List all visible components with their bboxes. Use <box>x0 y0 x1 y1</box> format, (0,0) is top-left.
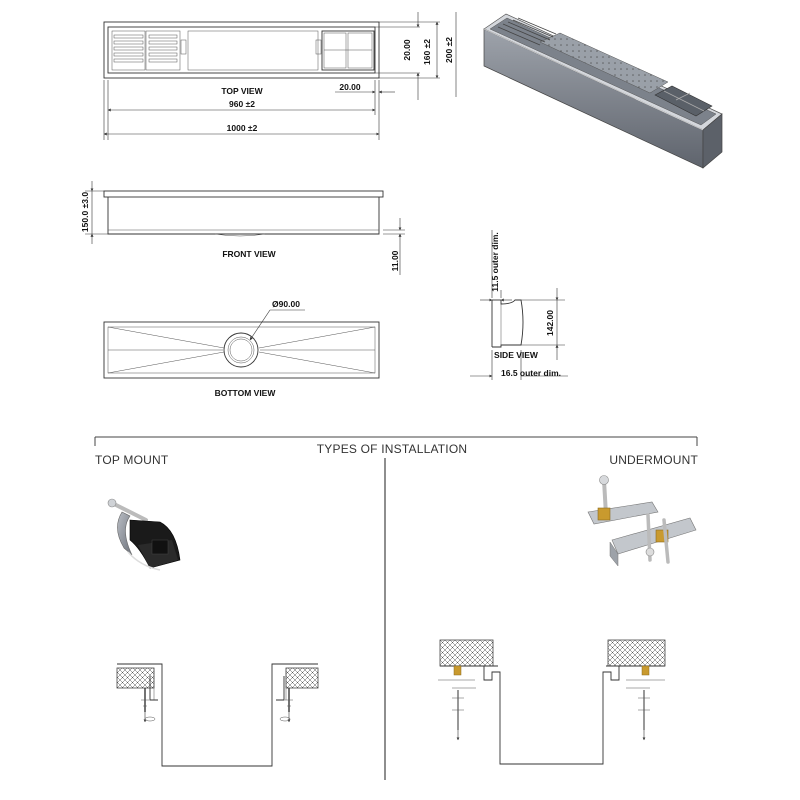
top-mount-section-diagram <box>117 664 318 766</box>
front-view-drawing <box>104 191 383 236</box>
dim-150: 150.0 ±3.0 <box>80 191 90 233</box>
dim-200: 200 ±2 <box>444 37 454 63</box>
dim-20-vertical: 20.00 <box>402 39 412 61</box>
dim-16-5-outer: 16.5 outer dim. <box>501 368 561 378</box>
3d-render-image <box>484 14 722 168</box>
front-view-label: FRONT VIEW <box>222 249 276 259</box>
installation-bracket <box>95 437 697 780</box>
top-view-label: TOP VIEW <box>221 86 263 96</box>
front-view-dimensions <box>85 181 405 275</box>
side-view-label: SIDE VIEW <box>494 350 538 360</box>
dim-160: 160 ±2 <box>422 39 432 65</box>
dim-20-horizontal: 20.00 <box>339 82 361 92</box>
side-view-drawing <box>492 300 523 347</box>
dim-11-5-outer: 11.5 outer dim. <box>490 232 500 292</box>
top-mount-label: TOP MOUNT <box>95 453 169 467</box>
installation-title: TYPES OF INSTALLATION <box>316 442 468 456</box>
dim-diameter: Ø90.00 <box>272 299 300 309</box>
dim-1000: 1000 ±2 <box>226 123 258 133</box>
dim-11: 11.00 <box>390 250 400 272</box>
dim-142: 142.00 <box>545 310 555 336</box>
undermount-label: UNDERMOUNT <box>609 453 698 467</box>
bottom-view-drawing <box>104 310 379 378</box>
undermount-clip-image <box>588 476 696 567</box>
top-mount-clip-image <box>108 499 180 570</box>
undermount-section-diagram <box>438 640 665 764</box>
bottom-view-label: BOTTOM VIEW <box>214 388 276 398</box>
top-view-drawing <box>104 22 379 78</box>
dim-960: 960 ±2 <box>229 99 255 109</box>
